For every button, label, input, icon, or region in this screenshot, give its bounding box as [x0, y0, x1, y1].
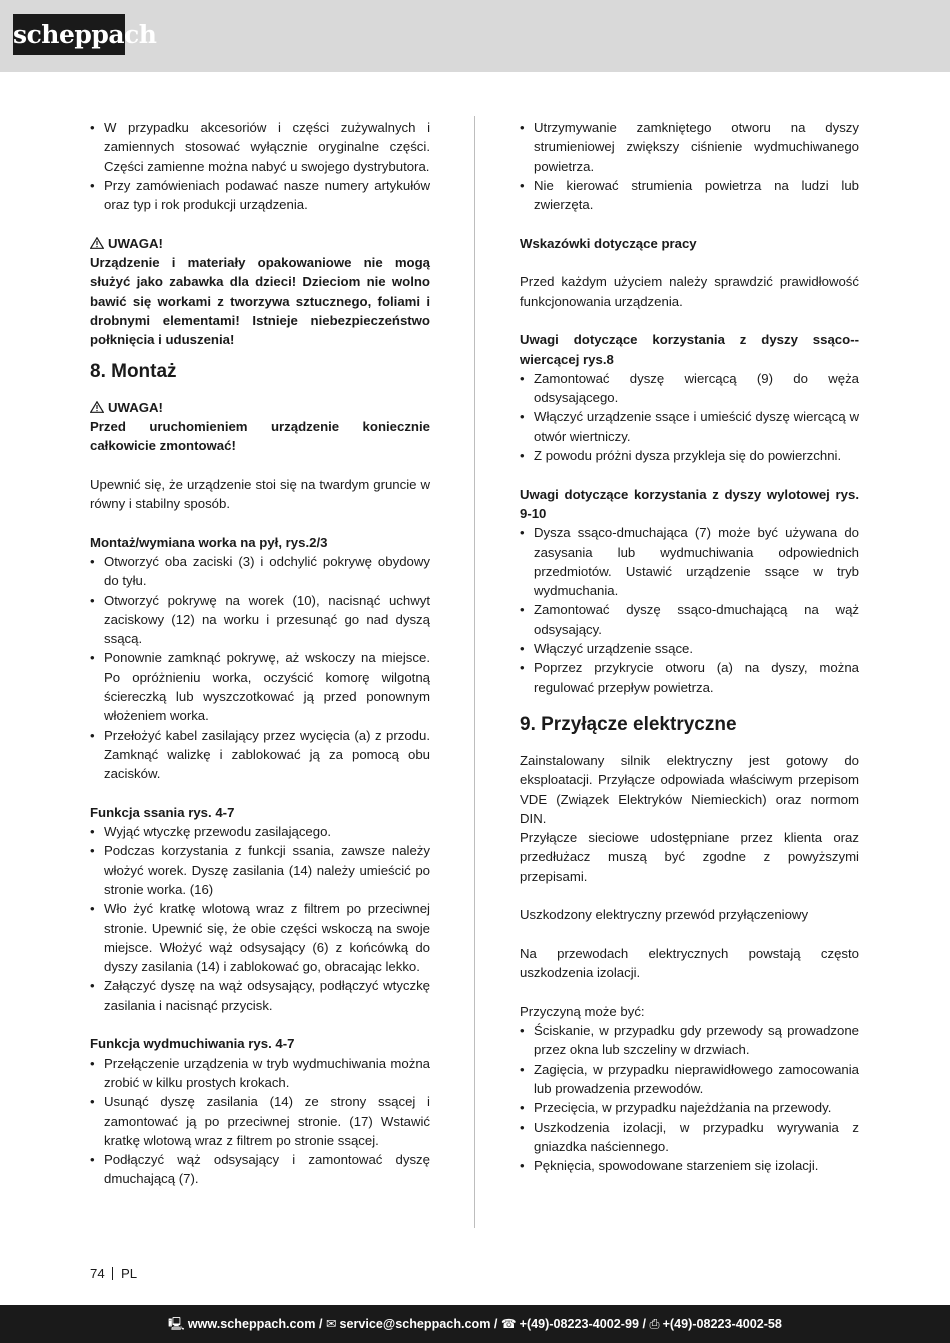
list-item: • Zamontować dyszę ssąco-dmuchającą na wąż odsysający. — [520, 600, 859, 639]
telephone-icon: ☎ — [500, 1317, 517, 1331]
list-item: • Przecięcia, w przypadku najeżdżania na przewody. — [520, 1098, 859, 1117]
list-item: • Otworzyć pokrywę na worek (10), nacisnąć uchwyt zaciskowy (12) na worku i przesunąć go nad dyszą ssącą. — [90, 591, 430, 649]
warning-text: Urządzenie i materiały opakowaniowe nie mogą służyć jako zabawka dla dzieci! Dzieciom nie wolno bawić się workami z tworzywa sztucznego, foliami i drobnymi elementami! Istnieje niebezpieczeństwo połknięcia i uduszenia! — [90, 255, 430, 348]
list-item: • Dysza ssąco-dmuchająca (7) może być używana do zasysania lub wydmuchiwania odpowiednich przedmiotów. Ustawić urządzenie ssące w tryb wydmuchania. — [520, 523, 859, 600]
list-item: • Włączyć urządzenie ssące i umieścić dyszę wiercącą w otwór wiertniczy. — [520, 407, 859, 446]
paragraph: Upewnić się, że urządzenie stoi się na twardym gruncie w równy i stabilny sposób. — [90, 476, 430, 512]
list-item: • Z powodu próżni dysza przykleja się do powierzchni. — [520, 446, 859, 465]
list-item: • Podłączyć wąż odsysający i zamontować dyszę dmuchającą (7). — [90, 1150, 430, 1189]
list-item: • Wyjąć wtyczkę przewodu zasilającego. — [90, 822, 430, 841]
top-list — [520, 118, 859, 214]
list-item: • Uszkodzenia izolacji, w przypadku wyrywania z gniazdka naściennego. — [520, 1118, 859, 1157]
paragraph: Uszkodzony elektryczny przewód przyłączeniowy — [520, 907, 809, 923]
list-item: • Przełożyć kabel zasilający przez wycięcia (a) z przodu. Zamknąć walizkę i zablokować ją za pomocą obu zacisków. — [90, 726, 430, 784]
list-item: • Pęknięcia, spowodowane starzeniem się izolacji. — [520, 1156, 859, 1175]
list-item: • Podczas korzystania z funkcji ssania, zawsze należy włożyć worek. Dyszę zasilania (14) należy umieścić po stronie worka. (16) — [90, 841, 430, 899]
footer-email-link[interactable]: service@scheppach.com — [339, 1317, 491, 1331]
section-title-electrical: 9. Przyłącze elektryczne — [520, 713, 737, 735]
subheading: Uwagi dotyczące korzystania z dyszy wylotowej rys. 9-10 — [520, 486, 859, 521]
list-item: • Ponownie zamknąć pokrywę, aż wskoczy na miejsce. Po opróżnieniu worka, oczyścić komorę wilgotną ściereczką lub wyszczotkować ją przed ponownym włożeniem worka. — [90, 648, 430, 725]
page-separator — [112, 1267, 113, 1280]
footer-web-link[interactable]: www.scheppach.com — [187, 1317, 316, 1331]
warning-triangle-icon — [90, 237, 104, 249]
list-item: • Poprzez przykrycie otworu (a) na dyszy, można regulować przepływ powietrza. — [520, 658, 859, 697]
warning-heading — [90, 234, 430, 253]
computer-icon: 🖳 — [168, 1317, 185, 1331]
list-item: • Otworzyć oba zaciski (3) i odchylić pokrywę obydowy do tyłu. — [90, 552, 430, 591]
list-item: • W przypadku akcesoriów i części zużywalnych i zamiennych stosować wyłącznie oryginalne części. Części zamienne można nabyć u swojego dystrybutora. — [90, 118, 430, 176]
list-item: • Zamontować dyszę wiercącą (9) do węża odsysającego. — [520, 369, 859, 408]
paragraph: Zainstalowany silnik elektryczny jest gotowy do eksploatacji. Przyłącze odpowiada właściwym przepisom VDE (Związek Elektryków Niemieckich) oraz normom DIN. — [520, 752, 859, 826]
list-item: • Nie kierować strumienia powietrza na ludzi lub zwierzęta. — [520, 176, 859, 215]
footer-contacts: 🖳 www.scheppach.com / ✉ service@scheppach.com / ☎ +(49)-08223-4002-99 / ⎙ +(49)-08223-4002-58 — [168, 1317, 782, 1331]
page-language: PL — [121, 1266, 138, 1281]
list-item: • Ściskanie, w przypadku gdy przewody są prowadzone przez okna lub szczeliny w drzwiach. — [520, 1021, 859, 1060]
intro-list — [90, 118, 430, 214]
page-number-value: 74 — [90, 1266, 105, 1281]
paragraph: Na przewodach elektrycznych powstają często uszkodzenia izolacji. — [520, 945, 859, 981]
section-title-assembly: 8. Montaż — [90, 360, 177, 382]
list-item: • Wło żyć kratkę wlotową wraz z filtrem po przeciwnej stronie. Upewnić się, że obie części wskoczą na swoje miejsce. Włożyć wąż odsysający (6) z końcówką do dyszy zasilania (14) i zablokować go, obracając lekko. — [90, 899, 430, 976]
right-column — [520, 118, 859, 1175]
page-number — [90, 1264, 137, 1283]
header-band — [0, 0, 950, 72]
warning-title: UWAGA! — [108, 399, 163, 415]
column-divider — [474, 116, 475, 1228]
paragraph: Przyczyną może być: — [520, 1003, 645, 1019]
list-item: • Przełączenie urządzenia w tryb wydmuchiwania można zrobić w kilku prostych krokach. — [90, 1054, 430, 1093]
fax-icon: ⎙ — [649, 1317, 660, 1331]
list-item: • Włączyć urządzenie ssące. — [520, 639, 859, 658]
footer-fax: +(49)-08223-4002-58 — [662, 1317, 782, 1331]
warning-title: UWAGA! — [108, 235, 163, 251]
left-column — [90, 118, 430, 1189]
suction-list — [90, 822, 430, 1015]
paragraph: Przed każdym użyciem należy sprawdzić prawidłowość funkcjonowania urządzenia. — [520, 274, 859, 309]
envelope-icon: ✉ — [325, 1317, 337, 1331]
subheading: Wskazówki dotyczące pracy — [520, 235, 697, 251]
subheading: Uwagi dotyczące korzystania z dyszy ssąco--wiercącej rys.8 — [520, 332, 859, 367]
list-item: • Usunąć dyszę zasilania (14) ze strony ssącej i zamontować ją po przeciwnej stronie. (17) Wstawić kratkę wlotową wraz z filtrem po stronie ssącej. — [90, 1092, 430, 1150]
subheading: Funkcja wydmuchiwania rys. 4-7 — [90, 1036, 295, 1052]
cause-list — [520, 1021, 859, 1175]
blow-list — [90, 1054, 430, 1189]
footer-phone: +(49)-08223-4002-99 — [519, 1317, 639, 1331]
footer-band — [0, 1305, 950, 1343]
subheading: Montaż/wymiana worka na pył, rys.2/3 — [90, 534, 328, 550]
list-item: • Zagięcia, w przypadku nieprawidłowego zamocowania lub prowadzenia przewodów. — [520, 1060, 859, 1099]
warning-text: Przed uruchomieniem urządzenie koniecznie całkowicie zmontować! — [90, 418, 430, 454]
bag-list — [90, 552, 430, 784]
outlet-list — [520, 523, 859, 697]
paragraph: Przyłącze sieciowe udostępniane przez klienta oraz przedłużacz muszą być zgodne z powyższymi przepisami. — [520, 830, 859, 884]
subheading: Funkcja ssania rys. 4-7 — [90, 804, 235, 820]
warning-triangle-icon — [90, 401, 104, 413]
brand-logo: scheppach — [13, 14, 125, 55]
list-item: • Załączyć dyszę na wąż odsysający, podłączyć wtyczkę zasilania i nacisnąć przycisk. — [90, 976, 430, 1015]
drill-list — [520, 369, 859, 465]
list-item: • Utrzymywanie zamkniętego otworu na dyszy strumieniowej zwiększy ciśnienie wydmuchiwanego powietrza. — [520, 118, 859, 176]
warning-heading — [90, 398, 430, 417]
list-item: • Przy zamówieniach podawać nasze numery artykułów oraz typ i rok produkcji urządzenia. — [90, 176, 430, 215]
